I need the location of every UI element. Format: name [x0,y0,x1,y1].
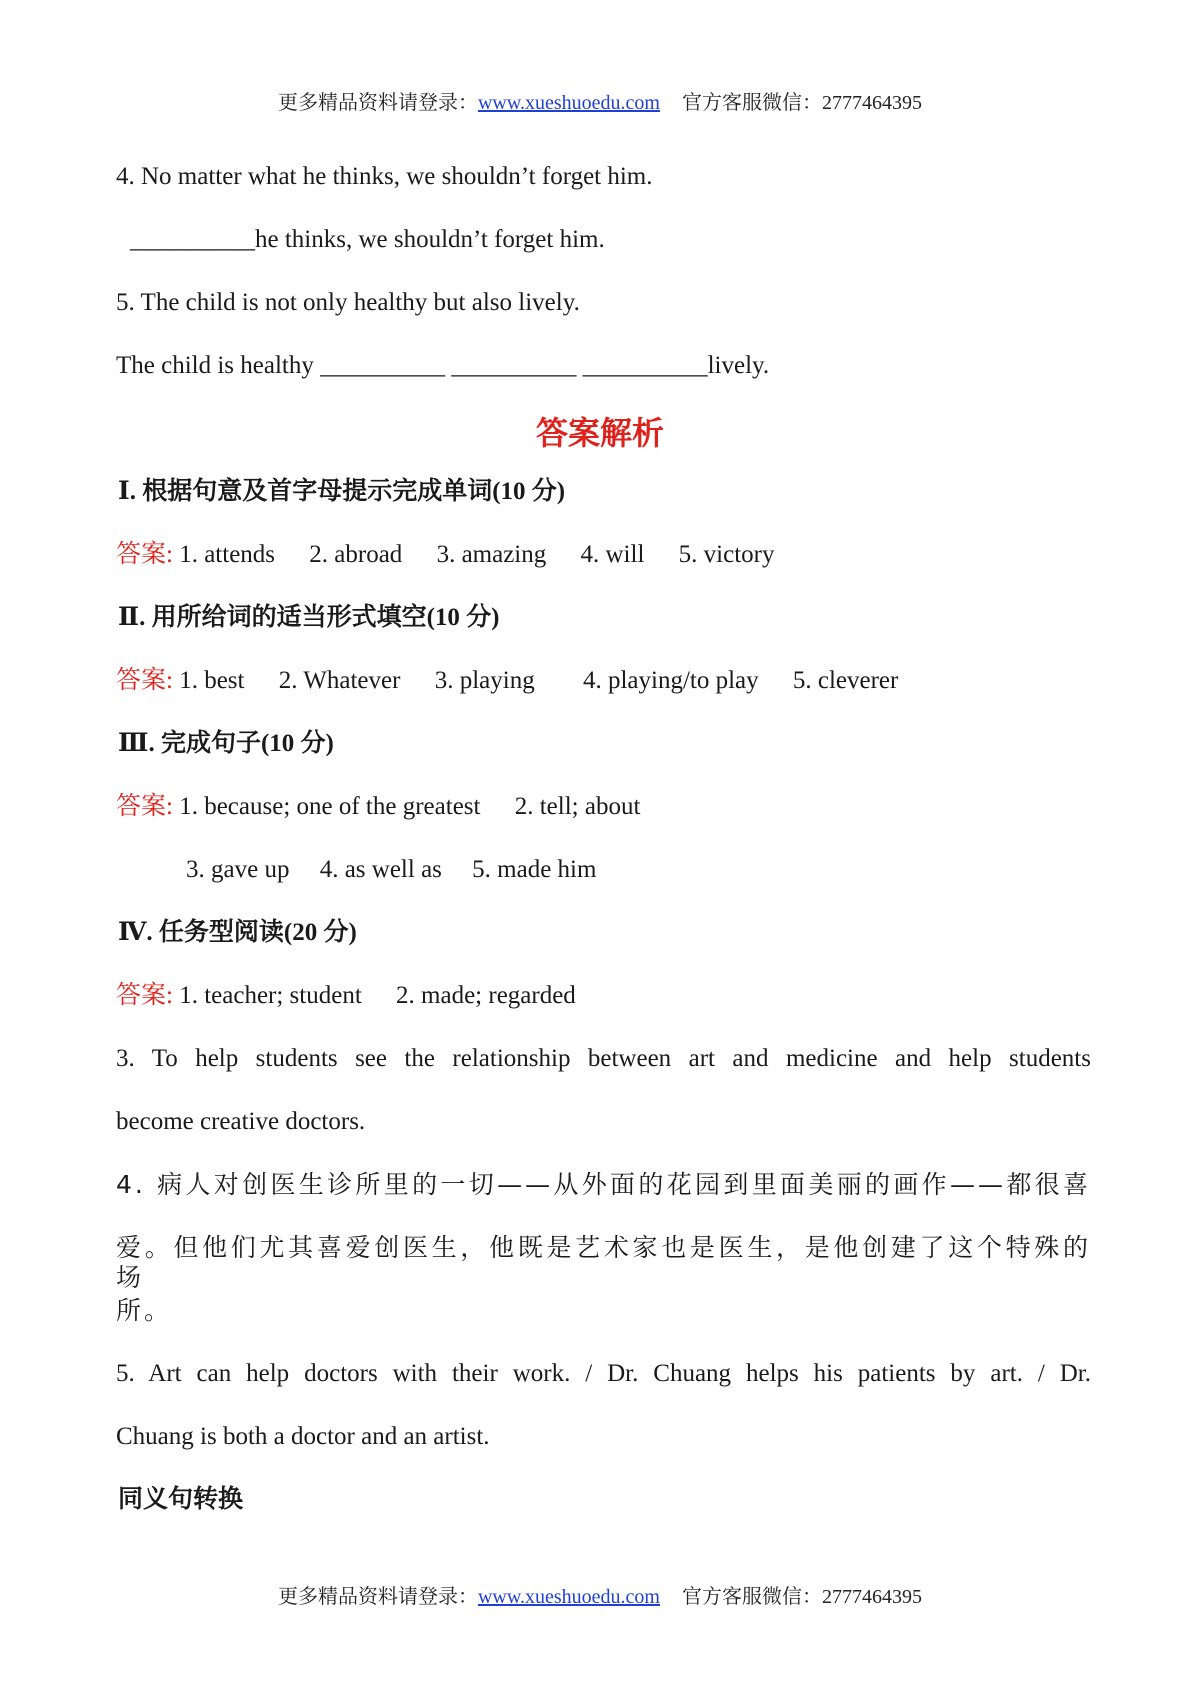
header-wechat: 官方客服微信：2777464395 [682,92,922,114]
section-3-answers-line1 [116,792,640,822]
question-4: 4. No matter what he thinks, we shouldn’t forget him. [116,163,653,190]
answer-item: 3. amazing [436,541,547,568]
section-2-answers [116,666,898,696]
answer-item: 1. attends [179,541,276,568]
answer-item: 3. gave up [186,856,290,883]
answer-label: 答案: [116,793,173,820]
header-prefix: 更多精品资料请登录： [277,92,478,114]
section-3-answers-line2 [186,855,596,885]
answer-item: 2. abroad [309,541,403,568]
answer-label: 答案: [116,982,173,1009]
answer-item: 4. as well as [319,856,442,883]
answer-item: 3. playing [434,667,535,694]
answer-3-line2: become creative doctors. [116,1108,366,1135]
answer-3-line1: 3. To help students see the relationship between art and medicine and help students [116,1045,1091,1072]
answer-item: 5. victory [678,541,775,568]
footer-link[interactable]: www.xueshuoedu.com [477,1586,660,1608]
section-2-heading: Ⅱ. 用所给词的适当形式填空(10 分) [118,604,500,631]
answer-item: 2. tell; about [514,793,641,820]
answer-item: 5. cleverer [792,667,899,694]
answer-label: 答案: [116,667,173,694]
answer-item: 1. teacher; student [179,982,362,1009]
answers-title: 答案解析 [535,415,664,451]
header-link[interactable]: www.xueshuoedu.com [477,92,660,114]
footer-wechat: 官方客服微信：2777464395 [682,1586,922,1608]
answer-4-line2: 爱。但他们尤其喜爱创医生，他既是艺术家也是医生，是他创建了这个特殊的场 [116,1233,1091,1292]
question-4-blank: __________he thinks, we shouldn’t forget him. [130,226,605,253]
footer-prefix: 更多精品资料请登录： [277,1586,478,1608]
answer-4-line3: 所。 [116,1296,173,1325]
answer-item: 4. playing/to play [582,667,759,694]
answer-item: 5. made him [472,856,597,883]
answer-item: 1. best [179,667,245,694]
answer-5-line2: Chuang is both a doctor and an artist. [116,1423,490,1450]
section-5-heading: 同义句转换 [118,1486,244,1513]
answer-item: 2. Whatever [278,667,401,694]
answer-item: 4. will [580,541,645,568]
question-5: 5. The child is not only healthy but also lively. [116,289,580,316]
section-1-answers [116,540,774,570]
answer-4-line1: 4. 病人对创医生诊所里的一切——从外面的花园到里面美丽的画作——都很喜 [116,1170,1091,1199]
section-4-answers [116,981,576,1011]
answer-label: 答案: [116,541,173,568]
question-5-blank: The child is healthy __________ __________ __________lively. [116,352,770,379]
answer-item: 1. because; one of the greatest [179,793,481,820]
page-header [0,86,1200,115]
page-footer [0,1580,1200,1609]
section-4-heading: Ⅳ. 任务型阅读(20 分) [118,919,357,946]
section-3-heading: Ⅲ. 完成句子(10 分) [118,730,334,757]
answer-5-line1: 5. Art can help doctors with their work. / Dr. Chuang helps his patients by art. / Dr. [116,1360,1091,1387]
section-1-heading: Ⅰ. 根据句意及首字母提示完成单词(10 分) [118,478,566,505]
answer-item: 2. made; regarded [396,982,576,1009]
